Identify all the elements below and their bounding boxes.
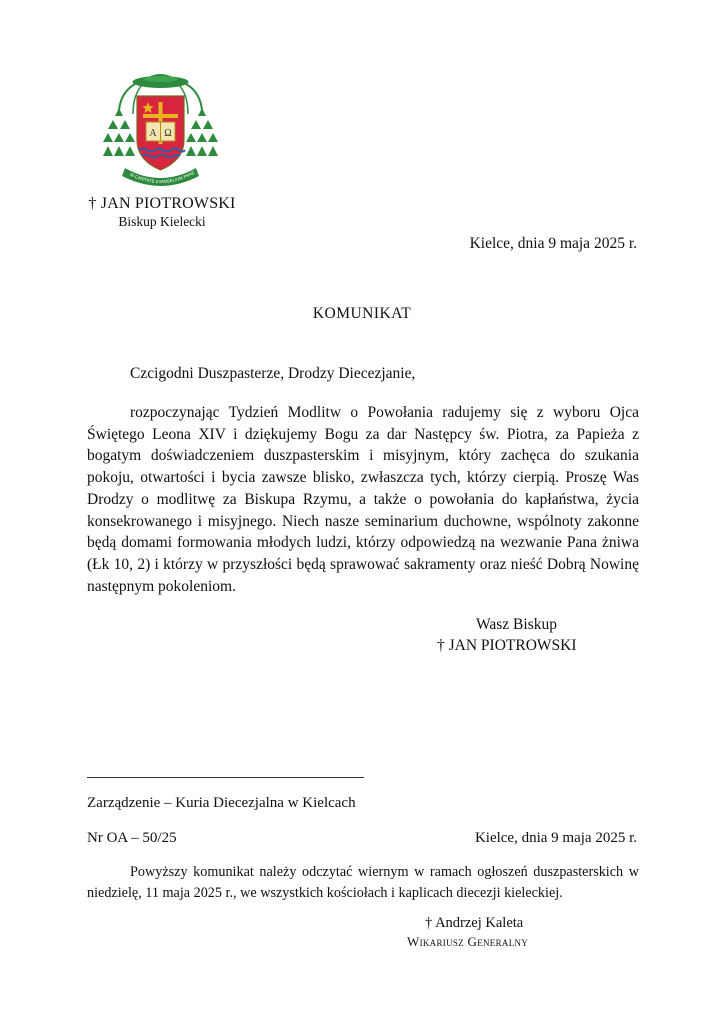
book-letter-omega: Ω	[164, 128, 172, 139]
letter-body: rozpoczynając Tydzień Modlitw o Powołania radujemy się z wyboru Ojca Świętego Leona XIV i dziękujemy Bogu za dar Następcy św. Piotra, za Papieża z bogatym doświadczeniem duszpasterskim i misyjnym, który zachęca do szukania pokoju, otwartości i bycia zawsze blisko, zwłaszcza tych, którzy cierpią. Proszę Was Drodzy o modlitwę za Biskupa Rzymu, a także o powołania do kapłaństwa, życia konsekrowanego i misyjnego. Niech nasze seminarium duchowne, wspólnoty zakonne będą domami formowania młodych ludzi, którzy odpowiedzą na wezwanie Pana żniwa (Łk 10, 2) i którzy w przyszłości będą sprawować sakramenty oraz nieść Dobrą Nowinę następnym pokoleniom.	[87, 404, 639, 595]
greeting: Czcigodni Duszpasterze, Drodzy Diecezjanie,	[130, 365, 416, 382]
reading-instruction: Powyższy komunikat należy odczytać wiernym w ramach ogłoszeń duszpasterskich w niedzielę, 11 maja 2025 r., we wszystkich kościołach i kaplicach diecezji kieleckiej.	[87, 864, 639, 901]
footer-date: Kielce, dnia 9 maja 2025 r.	[474, 830, 637, 846]
tassels-right-icon	[186, 108, 218, 156]
motto-text: IN CARITATE EVANGELIUM PRAE	[129, 170, 196, 185]
shield-icon	[137, 96, 185, 170]
tassels-left-icon	[103, 108, 135, 156]
vicar-title: Wikariusz Generalny	[407, 934, 529, 949]
bishop-title: Biskup Kielecki	[118, 214, 206, 229]
signature-label: Wasz Biskup	[476, 616, 557, 633]
divider-line	[87, 777, 364, 778]
letter-date: Kielce, dnia 9 maja 2025 r.	[469, 235, 637, 252]
document-heading: KOMUNIKAT	[312, 305, 412, 322]
coat-of-arms-emblem	[103, 70, 218, 195]
vicar-name: † Andrzej Kaleta	[425, 915, 524, 931]
decree-line: Zarządzenie – Kuria Diecezjalna w Kielcach	[87, 795, 356, 811]
bishop-name: † JAN PIOTROWSKI	[88, 195, 236, 212]
document-number: Nr OA – 50/25	[87, 830, 177, 846]
signature-name: † JAN PIOTROWSKI	[437, 637, 577, 654]
book-letter-alpha: A	[149, 128, 157, 139]
